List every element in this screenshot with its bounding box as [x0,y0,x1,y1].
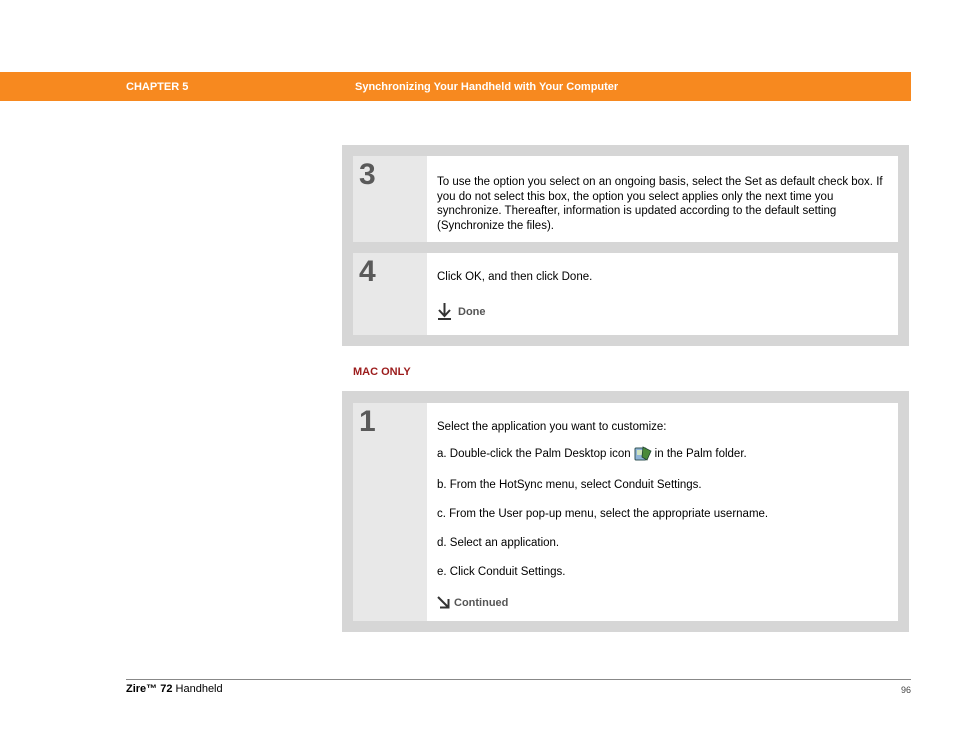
footer-product [126,683,223,695]
step-content [427,403,898,621]
continued-arrow-icon [437,596,450,609]
done-label: Done [458,305,486,318]
footer-product-rest: Handheld [172,683,223,695]
step-item-c: c. From the User pop-up menu, select the appropriate username. [437,508,769,520]
step-number: 1 [359,405,376,438]
palm-desktop-icon [634,446,652,462]
step-4 [353,253,898,335]
steps-box-mac [342,391,909,632]
continued-link[interactable] [437,596,508,609]
done-link[interactable] [437,303,486,320]
chapter-label: CHAPTER 5 [126,81,189,93]
footer-divider [126,679,911,680]
step-number: 3 [359,158,376,191]
continued-label: Continued [454,596,509,609]
section-label-mac-only: MAC ONLY [353,366,411,378]
down-arrow-icon [437,303,452,320]
step-1 [353,403,898,621]
step-item-d: d. Select an application. [437,537,560,549]
step-intro: Select the application you want to customize: [437,421,667,433]
chapter-title: Synchronizing Your Handheld with Your Computer [355,81,619,93]
item-a-before: a. Double-click the Palm Desktop icon [437,447,631,460]
page-number: 96 [900,685,911,695]
steps-box-top [342,145,909,346]
step-item-e: e. Click Conduit Settings. [437,566,566,578]
step-item-a [437,446,892,462]
step-content [427,156,898,242]
step-number: 4 [359,255,376,288]
step-3 [353,156,898,242]
step-content [427,253,898,335]
step-text: To use the option you select on an ongoing basis, select the Set as default check box. If you do not select this box, the option you select applies only the next time you synchronize. Thereafter, information is updated according to the default setting (Synchronize the files). [437,176,883,232]
step-text: Click OK, and then click Done. [437,271,593,283]
footer-product-bold: Zire™ 72 [126,683,173,695]
step-item-b: b. From the HotSync menu, select Conduit Settings. [437,479,702,491]
item-a-after: in the Palm folder. [654,447,747,460]
